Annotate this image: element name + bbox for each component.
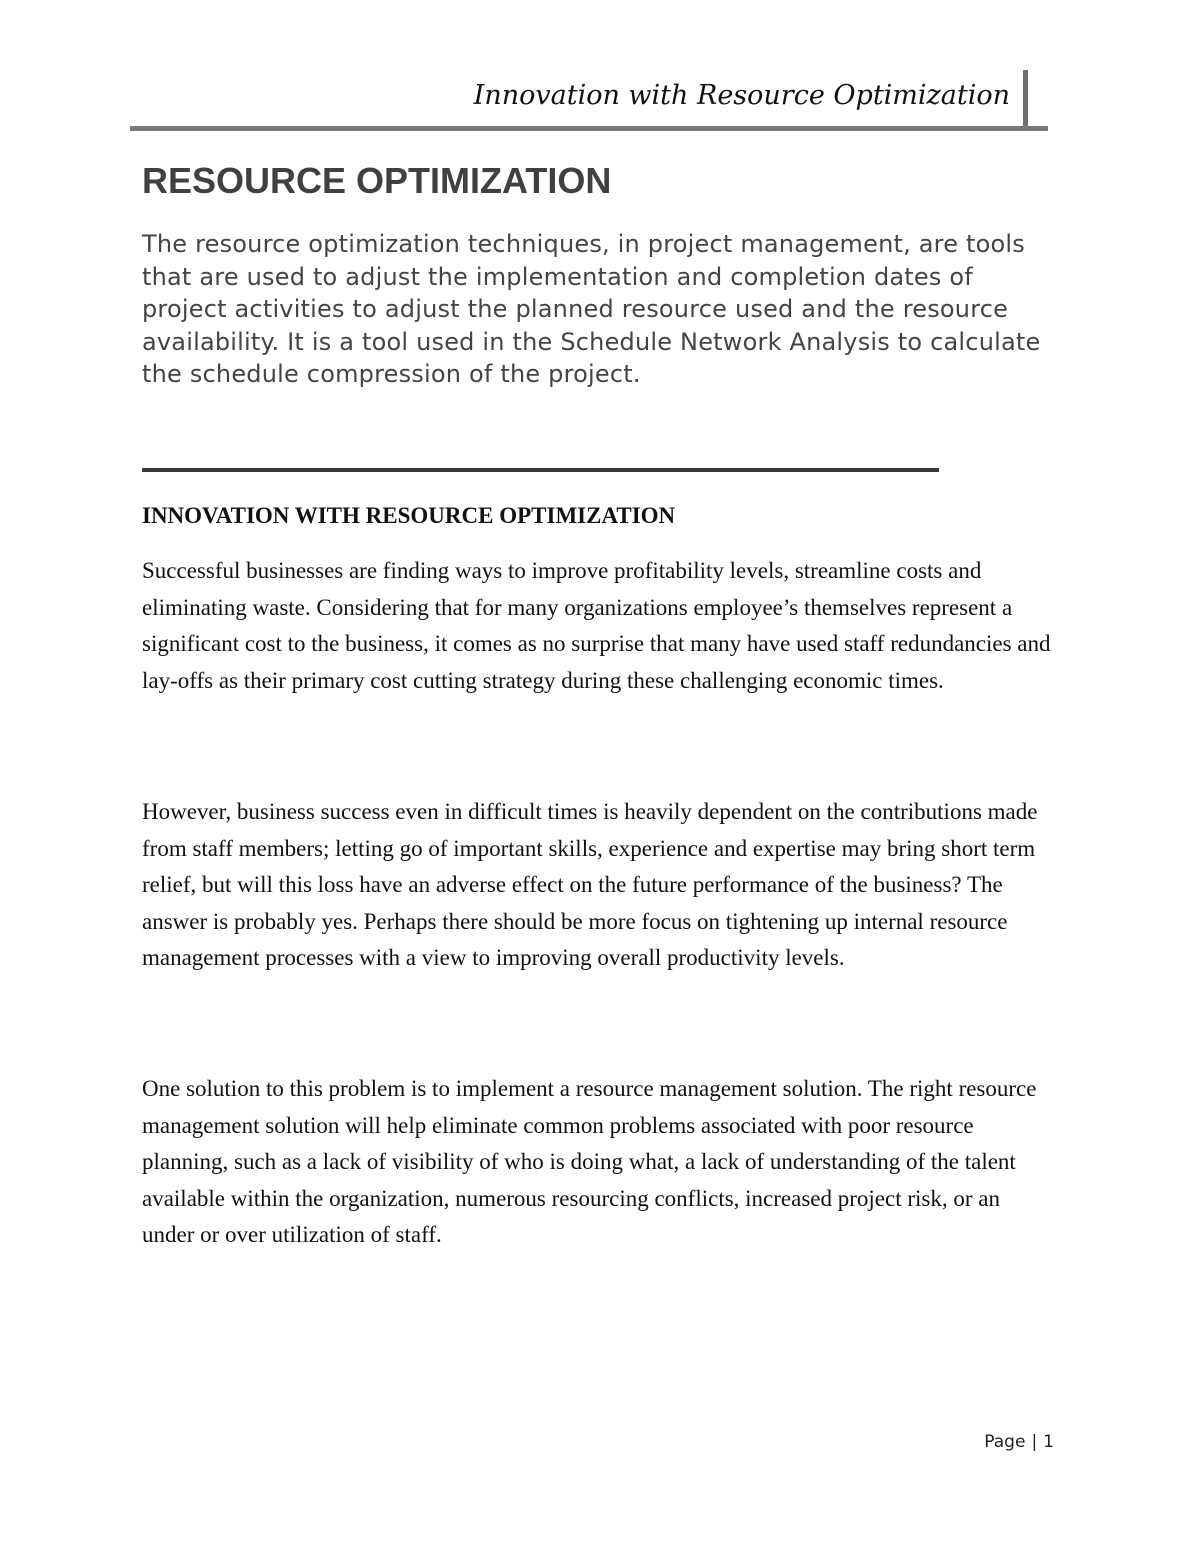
- main-title: RESOURCE OPTIMIZATION: [142, 160, 612, 201]
- section-divider: [142, 468, 939, 472]
- page-label: Page: [984, 1432, 1026, 1452]
- page-footer: [984, 1432, 1054, 1452]
- section-heading: INNOVATION WITH RESOURCE OPTIMIZATION: [142, 503, 676, 528]
- header-rule: [130, 126, 1048, 131]
- body-paragraph-2: However, business success even in difficult times is heavily dependent on the contributions made from staff members; letting go of important skills, experience and expertise may bring short term relief, but will this loss have an adverse effect on the future performance of the business? The answer is probably yes. Perhaps there should be more focus on tightening up internal resource management processes with a view to improving overall productivity levels.: [142, 799, 1038, 971]
- header-title: Innovation with Resource Optimization: [473, 80, 1010, 111]
- body-paragraph-1: Successful businesses are finding ways to improve profitability levels, streamline costs and eliminating waste. Considering that for many organizations employee’s themselves represent a significant cost to the business, it comes as no surprise that many have used staff redundancies and lay-offs as their primary cost cutting strategy during these challenging economic times.: [142, 558, 1051, 693]
- header-vertical-bar: [1023, 70, 1028, 128]
- page-header: [130, 70, 1048, 132]
- page-number: 1: [1043, 1432, 1054, 1452]
- intro-paragraph: The resource optimization techniques, in project management, are tools that are used to adjust the implementation and completion dates of project activities to adjust the planned resource used and the resource availability. It is a tool used in the Schedule Network Analysis to calculate the schedule compression of the project.: [142, 230, 1041, 388]
- page-separator: |: [1031, 1432, 1038, 1452]
- body-paragraph-3: One solution to this problem is to implement a resource management solution. The right resource management solution will help eliminate common problems associated with poor resource planning, such as a lack of visibility of who is doing what, a lack of understanding of the talent available within the organization, numerous resourcing conflicts, increased project risk, or an under or over utilization of staff.: [142, 1076, 1037, 1248]
